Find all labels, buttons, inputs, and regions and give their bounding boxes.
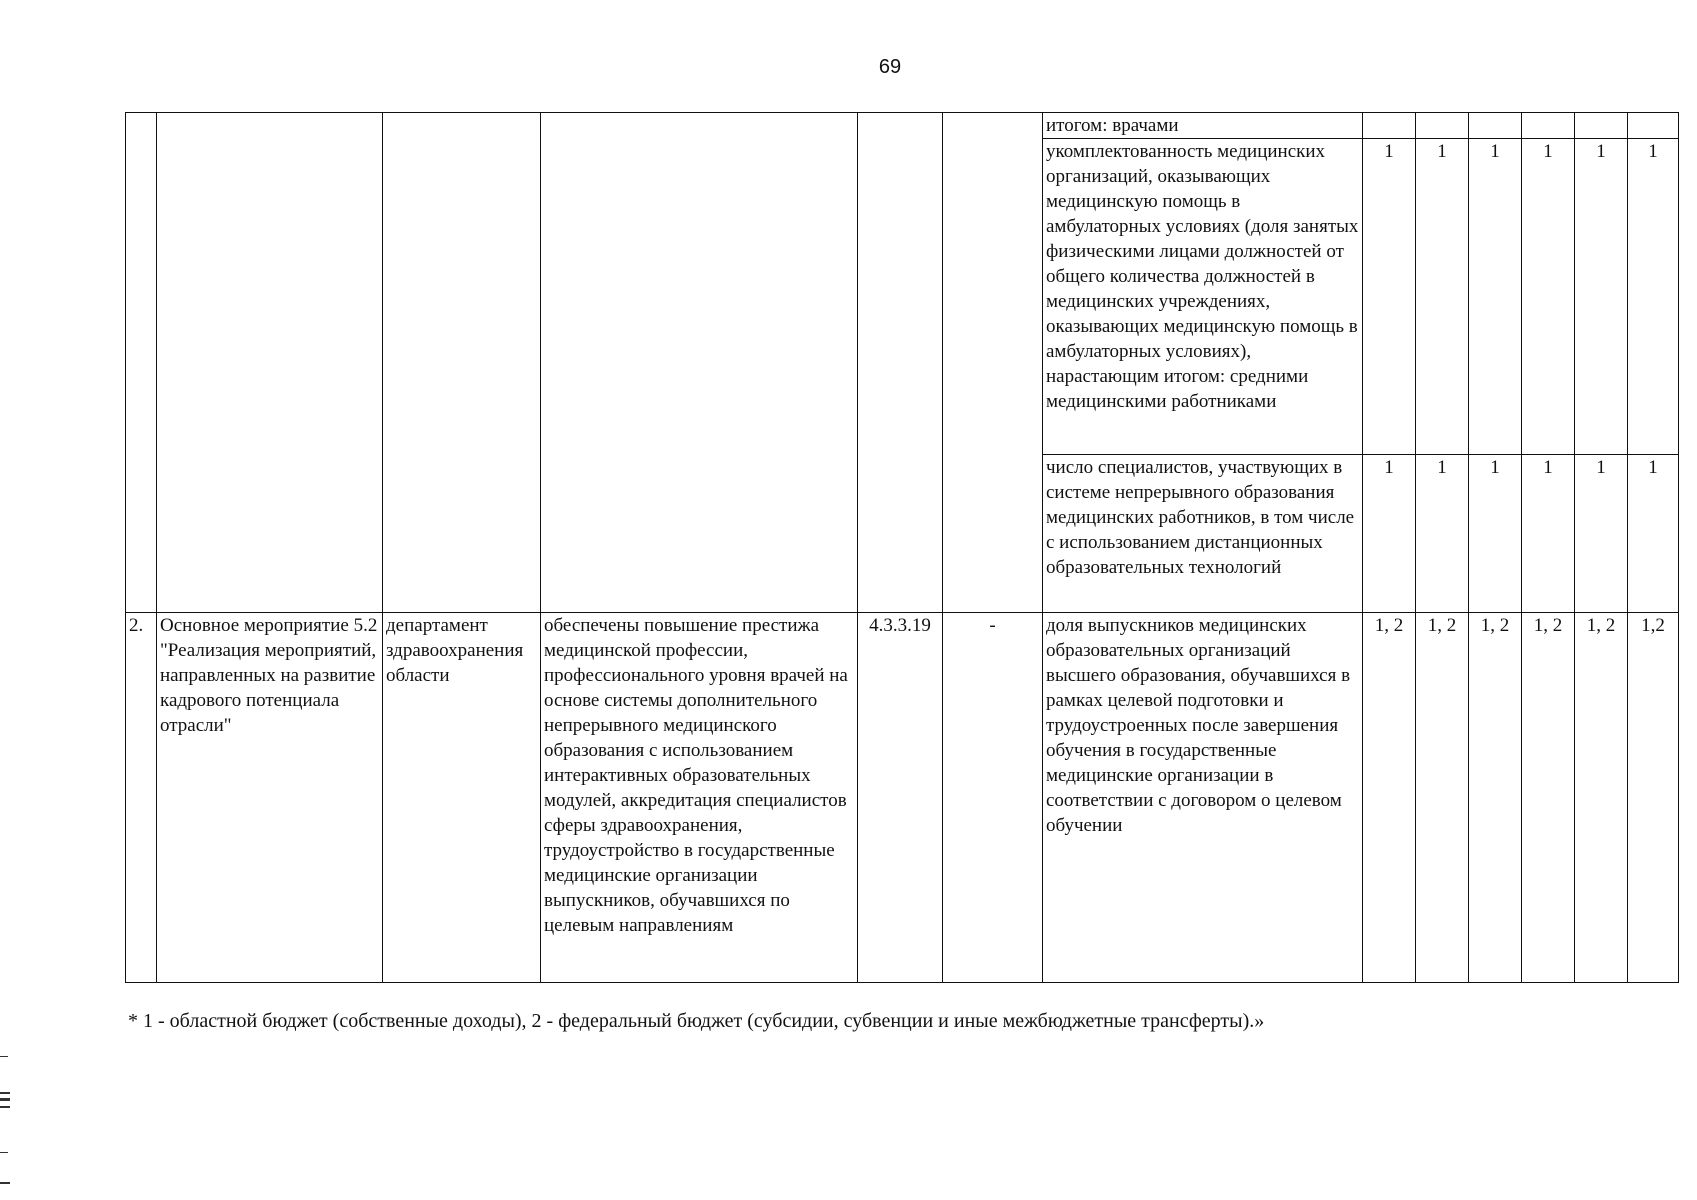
value-cell: 1 (1522, 455, 1575, 613)
value-cell: 1, 2 (1522, 613, 1575, 983)
code-cell: 4.3.3.19 (858, 613, 943, 983)
footnote: * 1 - областной бюджет (собственные доходы), 2 - федеральный бюджет (субсидии, субвенции и иные межбюджетные трансферты).» (128, 1010, 1265, 1032)
value-cell: 1,2 (1628, 613, 1679, 983)
value-cell: 1 (1416, 139, 1469, 455)
cell-number-empty (126, 113, 157, 613)
activity-cell: Основное мероприятие 5.2 "Реализация мероприятий, направленных на развитие кадрового потенциала отрасли" (157, 613, 383, 983)
result-cell: обеспечены повышение престижа медицинской профессии, профессионального уровня врачей на основе системы дополнительного непрерывного медицинского образования с использованием интерактивных образовательных модулей, аккредитация специалистов сферы здравоохранения, трудоустройство в государственные медицинские организации выпускников, обучавшихся по целевым направлениям (541, 613, 858, 983)
indicator-cell: укомплектованность медицинских организаций, оказывающих медицинскую помощь в амбулаторных условиях (доля занятых физическими лицами должностей от общего количества должностей в медицинских учреждениях, оказывающих медицинскую помощь в амбулаторных условиях), нарастающим итогом: средними медицинскими работниками (1043, 139, 1363, 455)
value-cell: 1 (1628, 455, 1679, 613)
value-cell: 1, 2 (1469, 613, 1522, 983)
indicator-cell: итогом: врачами (1043, 113, 1363, 139)
value-cell: 1, 2 (1363, 613, 1416, 983)
value-cell (1363, 113, 1416, 139)
table-row (126, 113, 1679, 139)
value-cell (1628, 113, 1679, 139)
value-cell (1416, 113, 1469, 139)
value-cell: 1 (1522, 139, 1575, 455)
indicator-cell: доля выпускников медицинских образовательных организаций высшего образования, обучавшихся в рамках целевой подготовки и трудоустроенных после завершения обучения в государственные медицинские организации в соответствии с договором о целевом обучении (1043, 613, 1363, 983)
value-cell: 1, 2 (1575, 613, 1628, 983)
cell-dash-empty (943, 113, 1043, 613)
row-number: 2. (126, 613, 157, 983)
table-row (126, 613, 1679, 983)
value-cell: 1 (1363, 455, 1416, 613)
value-cell: 1 (1469, 455, 1522, 613)
value-cell (1522, 113, 1575, 139)
value-cell: 1, 2 (1416, 613, 1469, 983)
cell-code-empty (858, 113, 943, 613)
value-cell (1469, 113, 1522, 139)
dash-cell: - (943, 613, 1043, 983)
program-table (125, 112, 1679, 983)
value-cell: 1 (1363, 139, 1416, 455)
value-cell (1575, 113, 1628, 139)
value-cell: 1 (1469, 139, 1522, 455)
value-cell: 1 (1575, 455, 1628, 613)
cell-activity-empty (157, 113, 383, 613)
executor-cell: департамент здравоохранения области (383, 613, 541, 983)
indicator-cell: число специалистов, участвующих в системе непрерывного образования медицинских работников, в том числе с использованием дистанционных образовательных технологий (1043, 455, 1363, 613)
cell-result-empty (541, 113, 858, 613)
value-cell: 1 (1575, 139, 1628, 455)
scan-margin-marks (0, 1050, 12, 1190)
cell-executor-empty (383, 113, 541, 613)
value-cell: 1 (1628, 139, 1679, 455)
page-number: 69 (878, 56, 902, 78)
value-cell: 1 (1416, 455, 1469, 613)
